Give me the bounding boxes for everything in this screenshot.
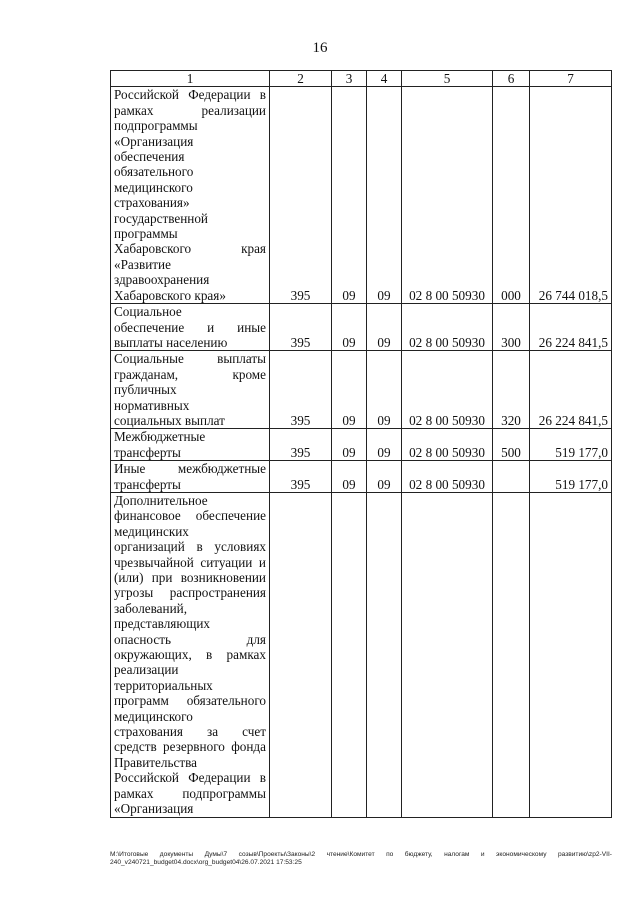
item-name-cell bbox=[111, 351, 270, 429]
item-name-cell bbox=[111, 429, 270, 461]
item-name-line: Хабаровского края» bbox=[114, 287, 226, 303]
ministry-code-cell: 395 bbox=[270, 87, 332, 304]
item-name-line: медицинских bbox=[114, 523, 189, 539]
item-name-cell bbox=[111, 304, 270, 351]
file-path-footer: M:\Итоговые документы Думы\7 созыв\Проекты\Законы\2 чтение\Комитет по бюджету, налогам и экономическому развитию\zp2-VII-240_v240721_budget04.docx\org_budget04\26.07.2021 17:53:25 bbox=[110, 851, 612, 866]
item-name-line: Дополнительное bbox=[114, 492, 208, 508]
item-name-cell bbox=[111, 461, 270, 493]
item-name-line: Хабаровского края bbox=[114, 241, 266, 257]
section-code-cell: 09 bbox=[332, 87, 367, 304]
item-name-line: страхования за счет bbox=[114, 724, 266, 740]
expense-type-cell bbox=[493, 461, 530, 493]
item-name-line: Социальные выплаты bbox=[114, 351, 266, 367]
header-cell: 3 bbox=[332, 71, 367, 87]
section-code-cell bbox=[332, 492, 367, 817]
item-name-line: трансферты bbox=[114, 444, 181, 460]
item-name-line: окружающих, в рамках bbox=[114, 647, 266, 663]
amount-cell: 519 177,0 bbox=[530, 429, 612, 461]
amount-cell: 26 224 841,5 bbox=[530, 304, 612, 351]
item-name-line: «Организация bbox=[114, 801, 194, 817]
subsection-code-cell: 09 bbox=[367, 304, 402, 351]
item-name-line: средств резервного фонда bbox=[114, 739, 266, 755]
table-row bbox=[111, 87, 612, 304]
ministry-code-cell: 395 bbox=[270, 351, 332, 429]
item-name-line: медицинского bbox=[114, 708, 193, 724]
item-name-line: медицинского bbox=[114, 179, 193, 195]
item-name-line: публичных bbox=[114, 382, 177, 398]
subsection-code-cell bbox=[367, 492, 402, 817]
amount-cell: 26 224 841,5 bbox=[530, 351, 612, 429]
header-row bbox=[111, 71, 612, 87]
item-name-line: Иные межбюджетные bbox=[114, 461, 266, 477]
expense-type-cell: 500 bbox=[493, 429, 530, 461]
amount-cell bbox=[530, 492, 612, 817]
item-name-line: обеспечения bbox=[114, 149, 185, 165]
expense-type-cell: 300 bbox=[493, 304, 530, 351]
item-name-line: выплаты населению bbox=[114, 334, 228, 350]
target-article-cell: 02 8 00 50930 bbox=[402, 304, 493, 351]
amount-cell: 26 744 018,5 bbox=[530, 87, 612, 304]
ministry-code-cell bbox=[270, 492, 332, 817]
header-cell: 4 bbox=[367, 71, 402, 87]
item-name-line: заболеваний, bbox=[114, 600, 188, 616]
item-name-line: здравоохранения bbox=[114, 272, 210, 288]
item-name-line: государственной bbox=[114, 210, 208, 226]
item-name-line: программ обязательного bbox=[114, 693, 266, 709]
header-cell: 5 bbox=[402, 71, 493, 87]
item-name-line: трансферты bbox=[114, 476, 181, 492]
item-name-line: Социальное bbox=[114, 304, 182, 320]
header-cell: 6 bbox=[493, 71, 530, 87]
target-article-cell: 02 8 00 50930 bbox=[402, 351, 493, 429]
item-name-line: реализации bbox=[114, 662, 179, 678]
item-name-cell bbox=[111, 87, 270, 304]
item-name-cell bbox=[111, 492, 270, 817]
item-name-line: Российской Федерации в bbox=[114, 770, 266, 786]
item-name-line: «Организация bbox=[114, 133, 194, 149]
item-name-line: гражданам, кроме bbox=[114, 366, 266, 382]
item-name-line: Российской Федерации в bbox=[114, 87, 266, 103]
item-name-line: угрозы распространения bbox=[114, 585, 266, 601]
item-name-line: программы bbox=[114, 226, 178, 242]
item-name-line: Правительства bbox=[114, 754, 197, 770]
expense-type-cell: 000 bbox=[493, 87, 530, 304]
item-name-line: рамках подпрограммы bbox=[114, 785, 266, 801]
ministry-code-cell: 395 bbox=[270, 304, 332, 351]
subsection-code-cell: 09 bbox=[367, 429, 402, 461]
item-name-line: социальных выплат bbox=[114, 412, 225, 428]
item-name-line: представляющих bbox=[114, 616, 211, 632]
table-row bbox=[111, 492, 612, 817]
ministry-code-cell: 395 bbox=[270, 429, 332, 461]
budget-table bbox=[110, 70, 612, 818]
item-name-line: обязательного bbox=[114, 164, 194, 180]
section-code-cell: 09 bbox=[332, 304, 367, 351]
item-name-line: чрезвычайной ситуации и bbox=[114, 554, 266, 570]
item-name-line: подпрограммы bbox=[114, 118, 198, 134]
header-cell: 7 bbox=[530, 71, 612, 87]
subsection-code-cell: 09 bbox=[367, 87, 402, 304]
target-article-cell: 02 8 00 50930 bbox=[402, 87, 493, 304]
target-article-cell: 02 8 00 50930 bbox=[402, 429, 493, 461]
item-name-line: территориальных bbox=[114, 677, 213, 693]
page-number: 16 bbox=[312, 40, 328, 56]
item-name-line: страхования» bbox=[114, 195, 190, 211]
expense-type-cell: 320 bbox=[493, 351, 530, 429]
target-article-cell: 02 8 00 50930 bbox=[402, 461, 493, 493]
target-article-cell bbox=[402, 492, 493, 817]
ministry-code-cell: 395 bbox=[270, 461, 332, 493]
section-code-cell: 09 bbox=[332, 351, 367, 429]
table-row bbox=[111, 429, 612, 461]
item-name-line: опасность для bbox=[114, 631, 266, 647]
section-code-cell: 09 bbox=[332, 461, 367, 493]
amount-cell: 519 177,0 bbox=[530, 461, 612, 493]
item-name-line: финансовое обеспечение bbox=[114, 508, 266, 524]
item-name-line: Межбюджетные bbox=[114, 429, 206, 445]
item-name-line: «Развитие bbox=[114, 256, 171, 272]
item-name-line: (или) при возникновении bbox=[114, 570, 266, 585]
subsection-code-cell: 09 bbox=[367, 461, 402, 493]
header-cell: 1 bbox=[111, 71, 270, 87]
expense-type-cell bbox=[493, 492, 530, 817]
section-code-cell: 09 bbox=[332, 429, 367, 461]
item-name-line: нормативных bbox=[114, 397, 190, 413]
table-row bbox=[111, 304, 612, 351]
table-row bbox=[111, 461, 612, 493]
item-name-line: организаций в условиях bbox=[114, 539, 266, 555]
item-name-line: рамках реализации bbox=[114, 102, 266, 118]
table-row bbox=[111, 351, 612, 429]
table-body bbox=[111, 87, 612, 817]
item-name-line: обеспечение и иные bbox=[114, 319, 266, 335]
subsection-code-cell: 09 bbox=[367, 351, 402, 429]
header-cell: 2 bbox=[270, 71, 332, 87]
